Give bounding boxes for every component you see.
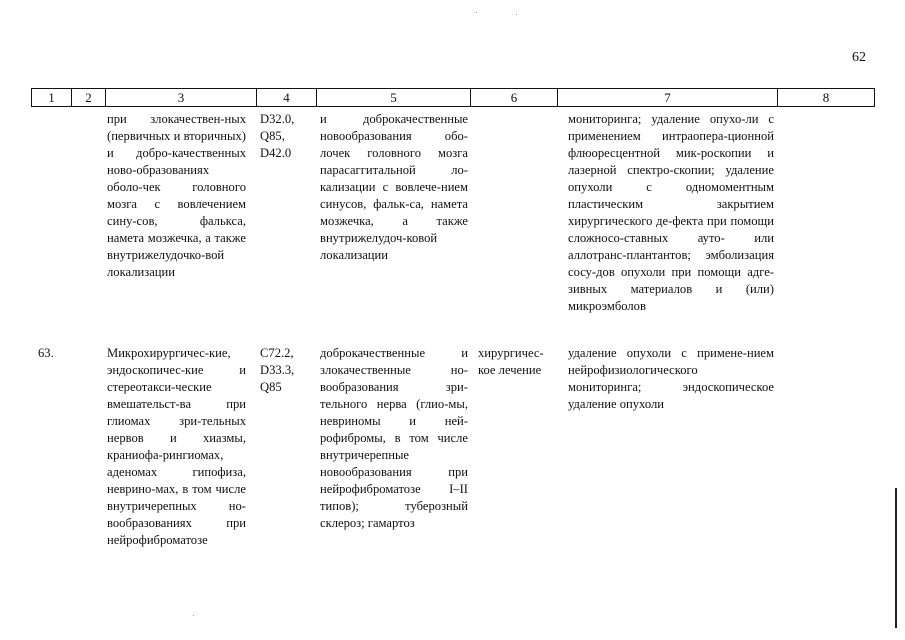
- column-number-3: 3: [106, 89, 257, 107]
- column-number-2: 2: [72, 89, 106, 107]
- row-63-method-cell: Микрохирургичес-кие, эндоскопичес-кие и стереотакси-ческие вмешательст-ва при глиомах зри-тельных нервов и хиазмы, краниофа-рингиомах, аденомах гипофиза, неврино-мах, в том числе внутричерепных но-вообразованиях при нейрофиброматозе: [107, 346, 246, 547]
- scan-speck: [193, 615, 194, 616]
- column-number-6: 6: [471, 89, 558, 107]
- scan-speck: [476, 12, 477, 13]
- column-number-1: 1: [32, 89, 72, 107]
- column-number-8: 8: [778, 89, 875, 107]
- column-number-5: 5: [317, 89, 471, 107]
- row-1-icd-codes-cell: D32.0, Q85, D42.0: [260, 112, 295, 160]
- row-63-icd-codes-cell: C72.2, D33.3, Q85: [260, 346, 295, 394]
- row-63-treatment-method-cell: удаление опухоли с примене-нием нейрофизиологического мониторинга; эндоскопическое удаление опухоли: [568, 346, 774, 411]
- row-63-treatment-type-cell: хирургичес-кое лечение: [478, 346, 544, 377]
- scan-edge-line: [895, 488, 897, 628]
- column-number-4: 4: [257, 89, 317, 107]
- row-number-cell: 63.: [38, 346, 54, 360]
- row-1-method-cell: при злокачествен-ных (первичных и вторичных) и добро-качественных ново-образованиях оболо-чек головного мозга с вовлечением сину-сов, фалькса, намета мозжечка, а также внутрижелудочко-вой локализации: [107, 112, 246, 279]
- scan-speck: [516, 14, 517, 15]
- page-number: 62: [852, 50, 866, 65]
- row-1-treatment-method-cell: мониторинга; удаление опухо-ли с применением интраопера-ционной флюоресцентной мик-роскопии и лазерной спектро-скопии; удаление опухоли с одномоментным пластическим закрытием хирургического де-фекта при помощи сложносо-ставных ауто- или аллотранс-плантантов; эмболизация сосу-дов опухоли при помощи адге-зивных материалов и (или) микроэмболов: [568, 112, 774, 313]
- row-1-diagnosis-cell: и доброкачественные новообразования обо-лочек головного мозга парасаггитальной ло-кализации с вовлече-нием синусов, фальк-са, намета мозжечка, а также внутрижелудоч-ковой локализации: [320, 112, 468, 262]
- column-number-7: 7: [558, 89, 778, 107]
- column-number-header: [31, 88, 875, 107]
- row-63-diagnosis-cell: доброкачественные и злокачественные но-вообразования зри-тельного нерва (глио-мы, невриномы и ней-рофибромы, в том числе внутричерепные новообразования при нейрофиброматозе I–II типов); туберозный склероз; гамартоз: [320, 346, 468, 530]
